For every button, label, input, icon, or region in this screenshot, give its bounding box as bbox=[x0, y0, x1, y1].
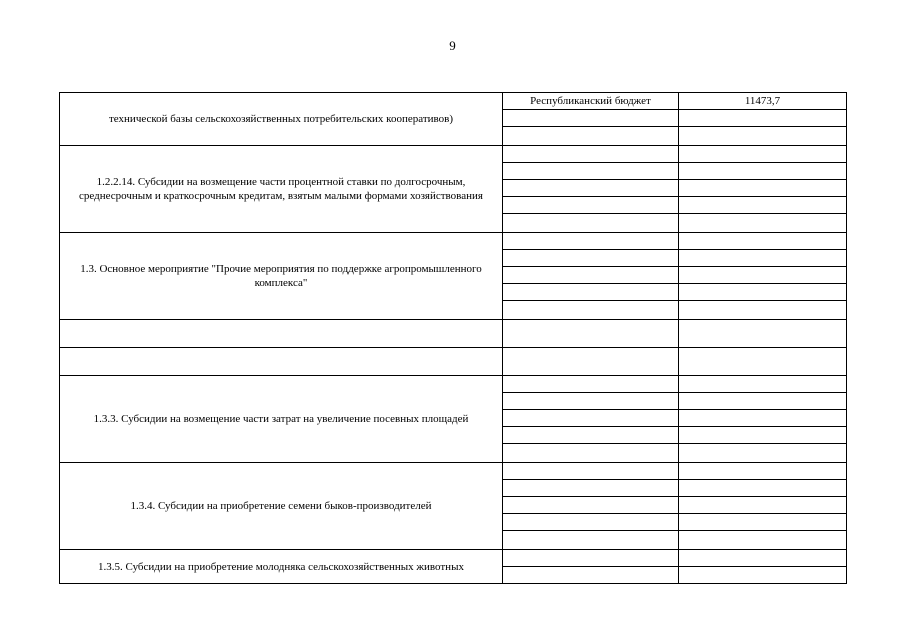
funding-source-cell bbox=[503, 284, 679, 301]
row-1-3-4-description: 1.3.4. Субсидии на приобретение семени быков-производителей bbox=[60, 463, 503, 550]
table-row bbox=[60, 146, 847, 163]
amount-cell bbox=[679, 497, 847, 514]
funding-source-cell bbox=[503, 301, 679, 320]
amount-cell bbox=[679, 267, 847, 284]
funding-source-cell bbox=[503, 146, 679, 163]
funding-source-cell bbox=[503, 180, 679, 197]
funding-source-cell bbox=[503, 531, 679, 550]
amount-cell bbox=[679, 480, 847, 497]
amount-cell bbox=[679, 284, 847, 301]
amount-cell bbox=[679, 197, 847, 214]
funding-source-cell bbox=[503, 463, 679, 480]
funding-source-cell bbox=[503, 480, 679, 497]
funding-source-cell bbox=[503, 214, 679, 233]
amount-cell bbox=[679, 250, 847, 267]
amount-cell bbox=[679, 376, 847, 393]
row-cooperatives-description: технической базы сельскохозяйственных потребительских кооперативов) bbox=[60, 93, 503, 146]
funding-source-cell bbox=[503, 497, 679, 514]
amount-cell bbox=[679, 110, 847, 127]
table-row bbox=[60, 348, 847, 376]
funding-source-cell bbox=[503, 163, 679, 180]
funding-source-cell bbox=[503, 444, 679, 463]
amount-cell bbox=[679, 567, 847, 584]
page-number: 9 bbox=[449, 38, 456, 53]
amount-cell bbox=[679, 427, 847, 444]
table-row bbox=[60, 233, 847, 250]
row-1-2-2-14-description: 1.2.2.14. Субсидии на возмещение части процентной ставки по долгосрочным, среднесрочным и краткосрочным кредитам, взятым малыми формами хозяйствования bbox=[60, 146, 503, 233]
amount-cell bbox=[679, 348, 847, 376]
funding-source-cell bbox=[503, 320, 679, 348]
table-row bbox=[60, 376, 847, 393]
amount-cell bbox=[679, 180, 847, 197]
funding-source-cell bbox=[503, 376, 679, 393]
row-1-3-3-description: 1.3.3. Субсидии на возмещение части затрат на увеличение посевных площадей bbox=[60, 376, 503, 463]
budget-table bbox=[59, 92, 847, 584]
funding-source-cell bbox=[503, 514, 679, 531]
funding-source-cell bbox=[503, 250, 679, 267]
funding-source-cell: Республиканский бюджет bbox=[503, 93, 679, 110]
amount-cell bbox=[679, 410, 847, 427]
funding-source-cell bbox=[503, 410, 679, 427]
amount-cell bbox=[679, 233, 847, 250]
amount-cell bbox=[679, 146, 847, 163]
funding-source-cell bbox=[503, 197, 679, 214]
budget-table-body bbox=[60, 93, 847, 584]
table-row bbox=[60, 550, 847, 567]
funding-source-cell bbox=[503, 233, 679, 250]
table-row bbox=[60, 93, 847, 110]
funding-source-cell bbox=[503, 567, 679, 584]
funding-source-cell bbox=[503, 550, 679, 567]
funding-source-cell bbox=[503, 127, 679, 146]
amount-cell bbox=[679, 531, 847, 550]
amount-cell: 11473,7 bbox=[679, 93, 847, 110]
row-1-3-description: 1.3. Основное мероприятие "Прочие мероприятия по поддержке агропромышленного комплекса" bbox=[60, 233, 503, 320]
amount-cell bbox=[679, 320, 847, 348]
funding-source-cell bbox=[503, 348, 679, 376]
amount-cell bbox=[679, 301, 847, 320]
amount-cell bbox=[679, 214, 847, 233]
funding-source-cell bbox=[503, 110, 679, 127]
amount-cell bbox=[679, 393, 847, 410]
amount-cell bbox=[679, 550, 847, 567]
amount-cell bbox=[679, 463, 847, 480]
amount-cell bbox=[679, 163, 847, 180]
funding-source-cell bbox=[503, 393, 679, 410]
amount-cell bbox=[679, 514, 847, 531]
row-1-3-5-description: 1.3.5. Субсидии на приобретение молодняка сельскохозяйственных животных bbox=[60, 550, 503, 584]
table-row bbox=[60, 463, 847, 480]
funding-source-cell bbox=[503, 267, 679, 284]
table-row bbox=[60, 320, 847, 348]
amount-cell bbox=[679, 127, 847, 146]
row-blank-2-description bbox=[60, 348, 503, 376]
funding-source-cell bbox=[503, 427, 679, 444]
row-blank-1-description bbox=[60, 320, 503, 348]
amount-cell bbox=[679, 444, 847, 463]
